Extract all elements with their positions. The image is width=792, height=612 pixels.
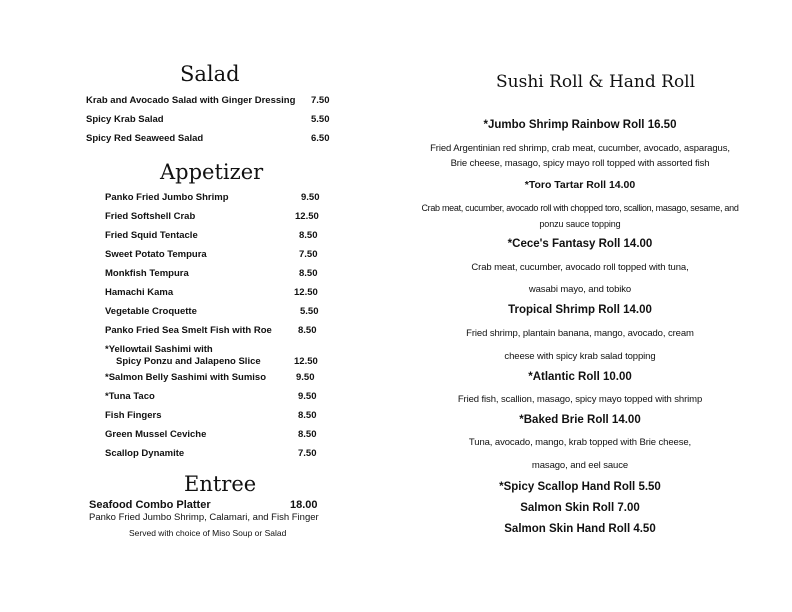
salad-item-name: Spicy Krab Salad: [86, 114, 164, 125]
roll-description: Fried fish, scallion, masago, spicy mayo topped with shrimp: [457, 394, 703, 405]
roll-title: *Cece's Fantasy Roll 14.00: [507, 238, 653, 250]
salad-item-price: 7.50: [311, 95, 330, 106]
salad-item-name: Spicy Red Seaweed Salad: [86, 133, 204, 144]
roll-description: Crab meat, cucumber, avocado roll with chopped toro, scallion, masago, sesame, and: [421, 203, 739, 213]
roll-title: *Jumbo Shrimp Rainbow Roll 16.50: [483, 119, 677, 131]
roll-description: Brie cheese, masago, spicy mayo roll topped with assorted fish: [450, 158, 710, 169]
appetizer-item-price: 9.50: [301, 192, 320, 203]
salad-item-price: 5.50: [311, 114, 330, 125]
appetizer-item-price: 7.50: [299, 249, 318, 260]
roll-description: Fried Argentinian red shrimp, crab meat, cucumber, avocado, asparagus,: [430, 143, 730, 154]
roll-description: wasabi mayo, and tobiko: [528, 284, 632, 295]
appetizer-item-price: 9.50: [296, 372, 315, 383]
appetizer-item-name: *Salmon Belly Sashimi with Sumiso: [105, 372, 267, 383]
appetizer-heading: Appetizer: [160, 160, 264, 184]
roll-title: Tropical Shrimp Roll 14.00: [508, 304, 652, 316]
roll-title: Salmon Skin Roll 7.00: [520, 502, 640, 514]
appetizer-item-price: 8.50: [298, 325, 317, 336]
appetizer-item-price: 8.50: [299, 230, 318, 241]
roll-description: cheese with spicy krab salad topping: [504, 351, 656, 362]
appetizer-item-name: Fish Fingers: [105, 410, 162, 421]
appetizer-item-price: 12.50: [294, 356, 318, 367]
entree-item-price: 18.00: [290, 499, 318, 511]
appetizer-item-price: 9.50: [298, 391, 317, 402]
appetizer-item-price: 8.50: [299, 268, 318, 279]
appetizer-item-name: Hamachi Kama: [105, 287, 174, 298]
salad-item-name: Krab and Avocado Salad with Ginger Dressing: [86, 95, 296, 106]
roll-title: *Toro Tartar Roll 14.00: [524, 179, 636, 191]
appetizer-item-name: Panko Fried Sea Smelt Fish with Roe: [105, 325, 272, 336]
appetizer-item-price: 8.50: [298, 429, 317, 440]
appetizer-item-name: Sweet Potato Tempura: [105, 249, 207, 260]
appetizer-item-name: Scallop Dynamite: [105, 448, 185, 459]
salad-item-price: 6.50: [311, 133, 330, 144]
appetizer-item-name: Fried Squid Tentacle: [105, 230, 198, 241]
entree-heading: Entree: [184, 472, 257, 496]
appetizer-item-name-line2: Spicy Ponzu and Jalapeno Slice: [116, 356, 261, 367]
appetizer-item-name: Monkfish Tempura: [105, 268, 189, 279]
entree-item-description: Panko Fried Jumbo Shrimp, Calamari, and Fish Finger: [89, 512, 319, 523]
appetizer-item-price: 12.50: [294, 287, 318, 298]
roll-description: Tuna, avocado, mango, krab topped with Brie cheese,: [468, 437, 692, 448]
roll-title: Salmon Skin Hand Roll 4.50: [504, 523, 656, 535]
roll-description: ponzu sauce topping: [539, 219, 621, 229]
appetizer-item-price: 7.50: [298, 448, 317, 459]
entree-note: Served with choice of Miso Soup or Salad: [129, 528, 287, 538]
sushi-heading: Sushi Roll & Hand Roll: [496, 72, 696, 92]
appetizer-item-price: 12.50: [295, 211, 319, 222]
salad-heading: Salad: [180, 62, 240, 86]
roll-description: masago, and eel sauce: [531, 460, 629, 471]
appetizer-item-price: 5.50: [300, 306, 319, 317]
appetizer-item-name: Fried Softshell Crab: [105, 211, 196, 222]
appetizer-item-name: *Yellowtail Sashimi with: [105, 344, 213, 355]
appetizer-item-name: *Tuna Taco: [105, 391, 155, 402]
appetizer-item-name: Green Mussel Ceviche: [105, 429, 207, 440]
roll-title: *Atlantic Roll 10.00: [528, 371, 632, 383]
roll-title: *Spicy Scallop Hand Roll 5.50: [499, 481, 661, 493]
roll-description: Fried shrimp, plantain banana, mango, avocado, cream: [466, 328, 694, 339]
appetizer-item-price: 8.50: [298, 410, 317, 421]
appetizer-item-name: Vegetable Croquette: [105, 306, 197, 317]
entree-item-name: Seafood Combo Platter: [89, 499, 211, 511]
roll-title: *Baked Brie Roll 14.00: [519, 414, 641, 426]
roll-description: Crab meat, cucumber, avocado roll topped with tuna,: [471, 262, 689, 273]
appetizer-item-name: Panko Fried Jumbo Shrimp: [105, 192, 229, 203]
